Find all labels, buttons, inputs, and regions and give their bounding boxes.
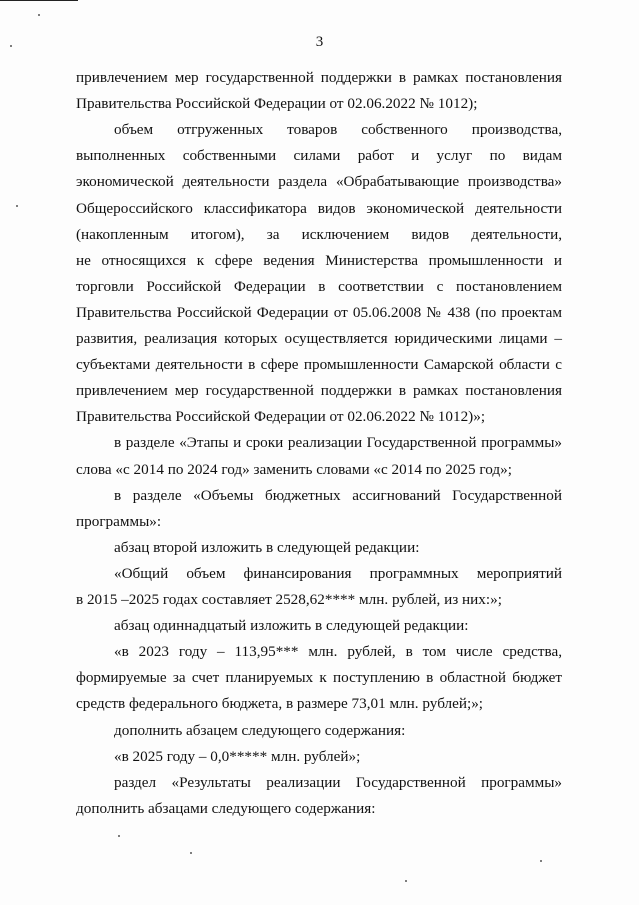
text-line: абзац одиннадцатый изложить в следующей редакции:	[114, 617, 469, 635]
scan-speck	[38, 14, 40, 16]
text-line: в 2015 –2025 годах составляет 2528,62**** млн. рублей, из них:»;	[76, 591, 502, 608]
text-line: развития, реализация которых осуществляется юридическими лицами –	[76, 330, 562, 347]
text-line: слова «с 2014 по 2024 год» заменить словами «с 2014 по 2025 год»;	[76, 460, 512, 478]
scan-speck	[16, 205, 18, 207]
text-line: «в 2023 году – 113,95*** млн. рублей, в том числе средства,	[114, 643, 562, 661]
text-line: субъектами деятельности в сфере промышленности Самарской области с	[76, 356, 562, 374]
text-line: торговли Российской Федерации в соответствии с постановлением	[76, 277, 562, 295]
text-line: (накопленным итогом), за исключением видов деятельности,	[76, 225, 562, 243]
text-line: выполненных собственными силами работ и услуг по видам	[76, 147, 562, 165]
scan-speck	[190, 852, 192, 854]
page-number: 3	[315, 34, 324, 50]
text-line: дополнить абзацем следующего содержания:	[114, 721, 406, 739]
text-line: Общероссийского классификатора видов экономической деятельности	[76, 199, 562, 217]
text-line: привлечением мер государственной поддержки в рамках постановления	[76, 382, 562, 400]
text-line: Правительства Российской Федерации от 05.06.2008 № 438 (по проектам	[76, 303, 562, 321]
scan-speck	[118, 835, 120, 837]
text-line: дополнить абзацами следующего содержания:	[76, 799, 376, 817]
scan-speck	[405, 880, 407, 882]
text-line: программы»:	[76, 512, 162, 530]
text-line: «Общий объем финансирования программных мероприятий	[114, 564, 562, 582]
text-line: объем отгруженных товаров собственного производства,	[114, 121, 562, 139]
text-line: экономической деятельности раздела «Обрабатывающие производства»	[76, 173, 562, 191]
text-line: в разделе «Объемы бюджетных ассигнований Государственной	[114, 486, 562, 504]
text-line: привлечением мер государственной поддержки в рамках постановления	[76, 69, 562, 86]
corner-rule	[0, 0, 78, 1]
text-line: раздел «Результаты реализации Государственной программы»	[114, 773, 562, 791]
text-line: формируемые за счет планируемых к поступлению в областной бюджет	[76, 669, 562, 687]
scan-speck	[540, 860, 542, 862]
scan-speck	[10, 45, 12, 47]
text-line: средств федерального бюджета, в размере 73,01 млн. рублей;»;	[76, 695, 484, 713]
text-line: Правительства Российской Федерации от 02.06.2022 № 1012)»;	[76, 408, 486, 426]
text-line: в разделе «Этапы и сроки реализации Государственной программы»	[114, 434, 562, 452]
text-line: абзац второй изложить в следующей редакции:	[114, 538, 420, 556]
text-line: не относящихся к сфере ведения Министерства промышленности и	[76, 251, 562, 269]
text-line: «в 2025 году – 0,0***** млн. рублей»;	[114, 747, 361, 765]
text-line: Правительства Российской Федерации от 02.06.2022 № 1012);	[76, 95, 478, 113]
